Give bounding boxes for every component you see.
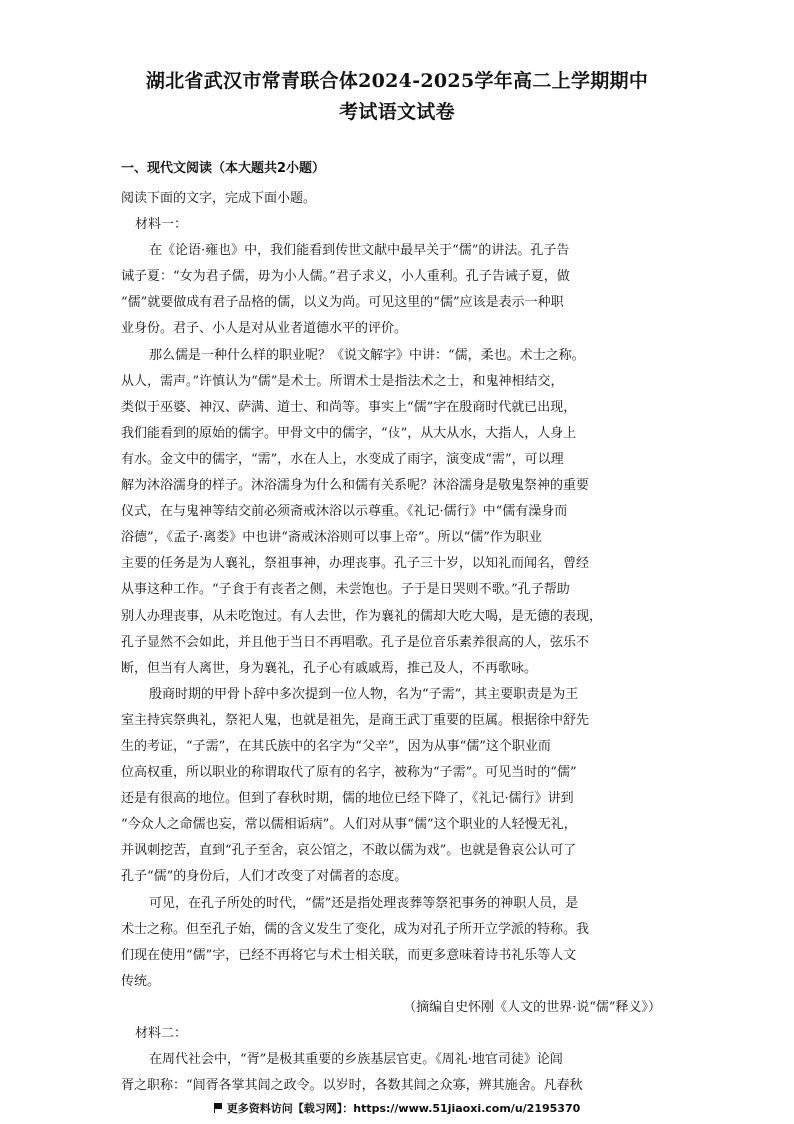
paragraph-line: 生的考证，“子需”，在其氏族中的名字为“父辛”，因为从事“儒”这个职业而 bbox=[121, 738, 551, 754]
paragraph-line: 可见，在孔子所处的时代，“儒”还是指处理丧葬等祭祀事务的神职人员，是 bbox=[149, 895, 579, 911]
flag-icon bbox=[214, 1103, 223, 1113]
paragraph-line: 那么儒是一种什么样的职业呢？《说文解字》中讲：“儒，柔也。术士之称。 bbox=[149, 347, 585, 363]
paragraph-line: 殷商时期的甲骨卜辞中多次提到一位人物，名为“子需”，其主要职责是为王 bbox=[149, 686, 579, 702]
paragraph-line: 室主持宾祭典礼，祭祀人鬼，也就是祖先，是商王武丁重要的臣属。根据徐中舒先 bbox=[121, 712, 590, 728]
paragraph-line: 我们能看到的原始的儒字。甲骨文中的儒字，“𠆸”，从大从水，大指人，人身上 bbox=[121, 425, 577, 441]
paragraph-line: 业身份。君子、小人是对从业者道德水平的评价。 bbox=[121, 321, 408, 337]
paragraph-line: 仪式，在与鬼神等结交前必须斋戒沐浴以示尊重。《礼记·儒行》中“儒有澡身而 bbox=[121, 504, 568, 520]
footer-link[interactable] bbox=[0, 1100, 794, 1116]
paragraph-line: 主要的任务是为人襄礼，祭祖事神，办理丧事。孔子三十岁，以知礼而闻名，曾经 bbox=[121, 556, 590, 572]
paragraph-line: 从事这种工作。“子食于有丧者之侧，未尝饱也。子于是日哭则不歌。”孔子帮助 bbox=[121, 582, 570, 598]
paragraph-line: 有水。金文中的儒字，“需”，水在人上，水变成了雨字，演变成“需”，可以理 bbox=[121, 451, 564, 467]
material-label: 材料一： bbox=[135, 217, 188, 233]
section-heading: 一、现代文阅读（本大题共2小题） bbox=[121, 161, 326, 176]
paragraph-line: “今众人之命儒也妄，常以儒相诟病”。人们对从事“儒”这个职业的人轻慢无礼， bbox=[121, 817, 577, 833]
paragraph-line: 胥之职称：“闾胥各掌其闾之政令。以岁时，各数其闾之众寡，辨其施舍。凡春秋 bbox=[121, 1078, 583, 1094]
paragraph-line: 断，但当有人离世，身为襄礼，孔子心有戚戚焉，推己及人，不再歌咏。 bbox=[121, 660, 538, 676]
footer-text[interactable]: 更多资料访问【载习网】：https://www.51jiaoxi.com/u/2195370 bbox=[226, 1102, 581, 1115]
paragraph-line: “儒”就要做成有君子品格的儒，以义为尚。可见这里的“儒”应该是表示一种职 bbox=[121, 295, 564, 311]
instruction-text: 阅读下面的文字，完成下面小题。 bbox=[121, 191, 317, 206]
paragraph-line: 术士之称。但至孔子始，儒的含义发生了变化，成为对孔子所开立学派的特称。我 bbox=[121, 921, 590, 937]
paragraph-line: 传统。 bbox=[121, 973, 161, 989]
paragraph-line: 浴德”，《孟子·离娄》中也讲“斋戒沐浴则可以事上帝”。所以“儒”作为职业 bbox=[121, 530, 542, 546]
paragraph-line: 类似于巫婆、神汉、萨满、道士、和尚等。事实上“儒”字在殷商时代就已出现， bbox=[121, 399, 577, 415]
paragraph-line: 从人，需声。”许慎认为“儒”是术士。所谓术士是指法术之士，和鬼神相结交， bbox=[121, 373, 564, 389]
paragraph-line: 别人办理丧事，从未吃饱过。有人去世，作为襄礼的儒却大吃大喝，是无德的表现， bbox=[121, 608, 603, 624]
paragraph-line: 们现在使用“儒”字，已经不再将它与术士相关联，而更多意味着诗书礼乐等人文 bbox=[121, 947, 577, 963]
title-line-2: 考试语文试卷 bbox=[339, 101, 455, 123]
material-label: 材料二： bbox=[135, 1026, 188, 1041]
paragraph-line: 孔子“儒”的身份后，人们才改变了对儒者的态度。 bbox=[121, 869, 408, 885]
paragraph-line: 位高权重，所以职业的称谓取代了原有的名字，被称为“子需”。可见当时的“儒” bbox=[121, 765, 577, 781]
title-line-1: 湖北省武汉市常青联合体2024-2025学年高二上学期期中 bbox=[145, 70, 649, 92]
paragraph-line: 孔子显然不会如此，并且他于当日不再唱歌。孔子是位音乐素养很高的人，弦乐不 bbox=[121, 634, 590, 650]
paragraph-line: 在《论语·雍也》中，我们能看到传世文献中最早关于“儒”的讲法。孔子告 bbox=[149, 243, 570, 259]
paragraph-line: 还是有很高的地位。但到了春秋时期，儒的地位已经下降了，《礼记·儒行》讲到 bbox=[121, 791, 574, 807]
paragraph-line: 诫子夏：“女为君子儒，毋为小人儒。”君子求义，小人重利。孔子告诫子夏，做 bbox=[121, 269, 570, 285]
paragraph-line: 并讽刺挖苦，直到“孔子至舍，哀公馆之，不敢以儒为戏”。也就是鲁哀公认可了 bbox=[121, 843, 577, 859]
reading-passage bbox=[121, 186, 681, 1099]
document-title bbox=[60, 66, 734, 128]
source-citation: （摘编自史怀刚《人文的世界·说“儒”释义》） bbox=[403, 999, 661, 1015]
paragraph-line: 解为沐浴濡身的样子。沐浴濡身为什么和儒有关系呢？沐浴濡身是敬鬼祭神的重要 bbox=[121, 478, 590, 494]
paragraph-line: 在周代社会中，“胥”是极其重要的乡族基层官吏。《周礼·地官司徒》论闾 bbox=[149, 1052, 563, 1068]
